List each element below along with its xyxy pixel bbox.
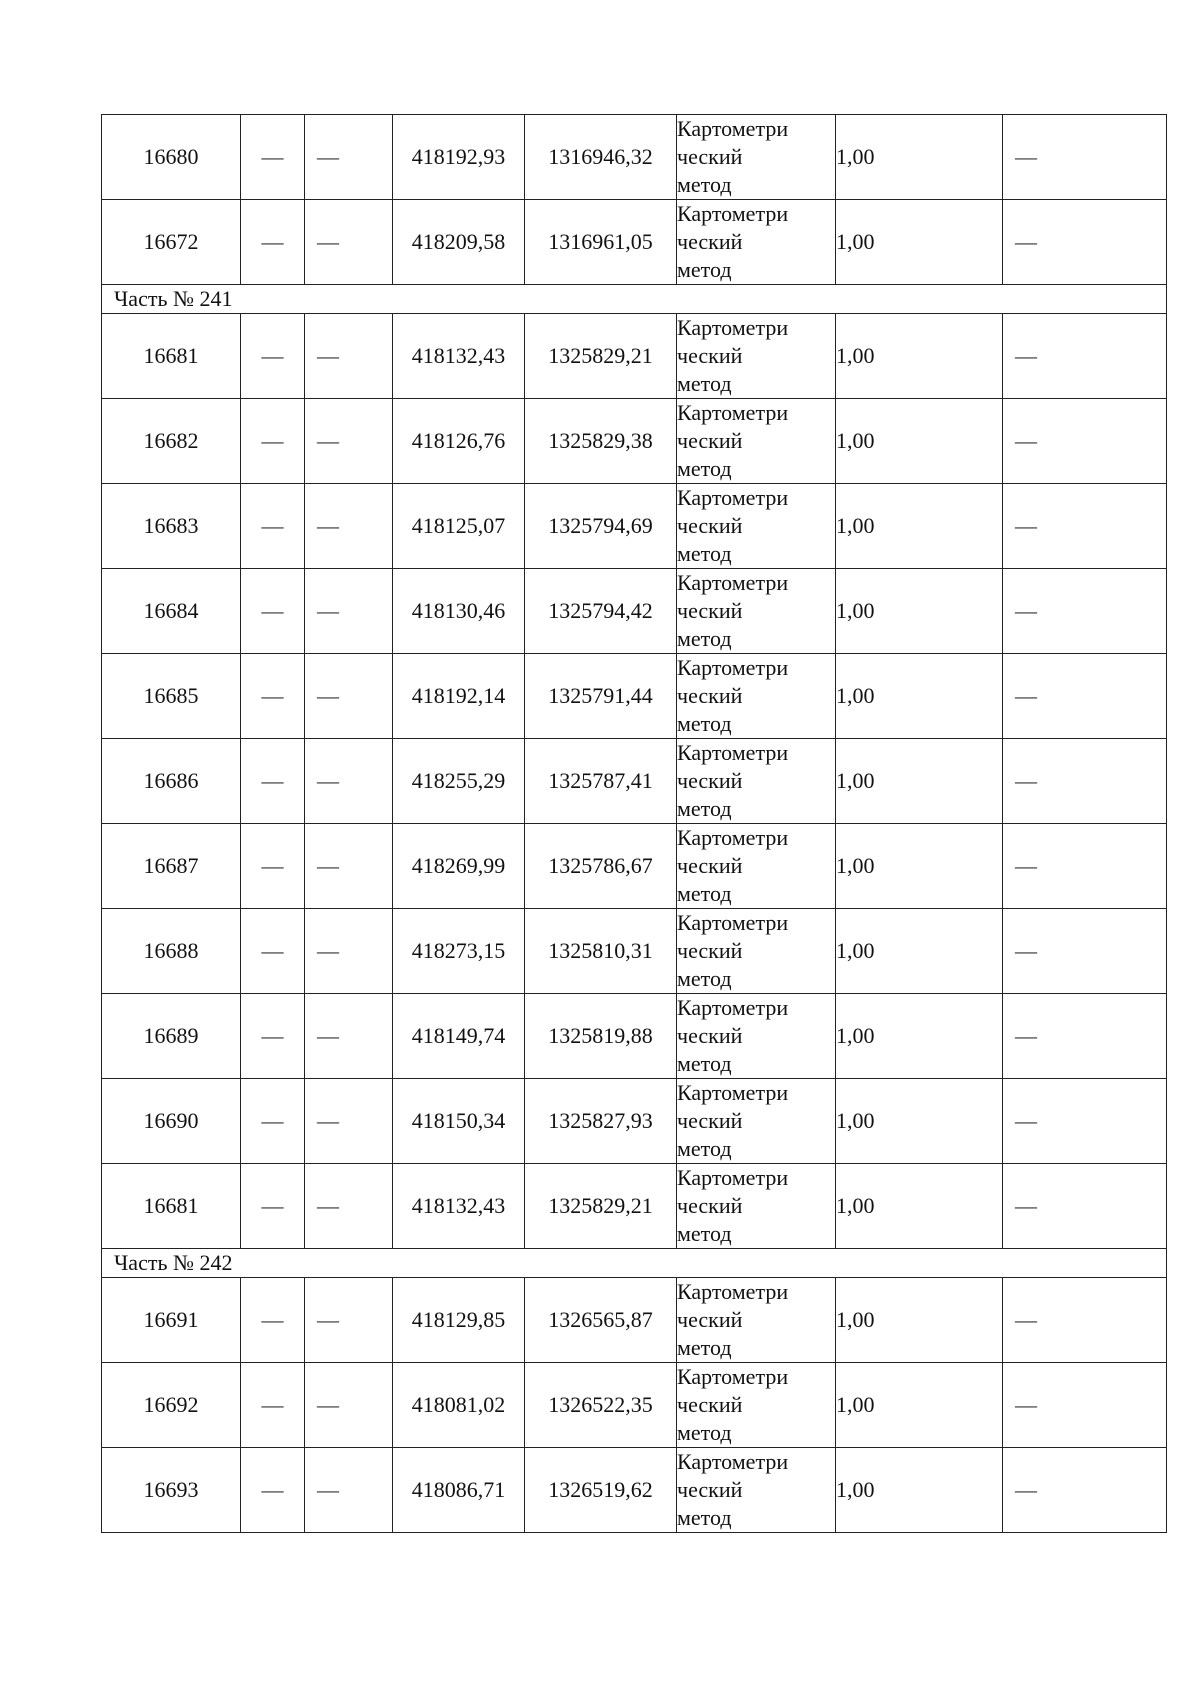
method-text-line: метод	[677, 172, 732, 197]
method-text-line: ческий	[677, 1193, 743, 1218]
part-label: Часть № 242	[102, 1249, 1167, 1278]
empty-y-cell: —	[305, 824, 393, 909]
method-text-line: ческий	[677, 343, 743, 368]
point-id-cell: 16688	[102, 909, 241, 994]
method-text-line: ческий	[677, 229, 743, 254]
x-coordinate-cell: 418086,71	[393, 1448, 525, 1533]
part-label: Часть № 241	[102, 285, 1167, 314]
description-cell: —	[1003, 909, 1167, 994]
x-coordinate-cell: 418149,74	[393, 994, 525, 1079]
y-coordinate-cell: 1325787,41	[525, 739, 677, 824]
description-cell: —	[1003, 654, 1167, 739]
empty-y-cell: —	[305, 200, 393, 285]
x-coordinate-cell: 418255,29	[393, 739, 525, 824]
empty-x-cell: —	[241, 824, 305, 909]
table-row	[102, 654, 1167, 739]
x-coordinate-cell: 418150,34	[393, 1079, 525, 1164]
y-coordinate-cell: 1325786,67	[525, 824, 677, 909]
accuracy-cell: 1,00	[836, 569, 1003, 654]
method-cell	[677, 654, 836, 739]
method-text-line: Картометри	[677, 1449, 789, 1474]
x-coordinate-cell: 418192,93	[393, 115, 525, 200]
table-row	[102, 314, 1167, 399]
method-text-line: ческий	[677, 144, 743, 169]
method-cell	[677, 314, 836, 399]
point-id-cell: 16687	[102, 824, 241, 909]
method-text-line: Картометри	[677, 201, 789, 226]
x-coordinate-cell: 418125,07	[393, 484, 525, 569]
empty-x-cell: —	[241, 200, 305, 285]
table-row	[102, 1278, 1167, 1363]
y-coordinate-cell: 1316961,05	[525, 200, 677, 285]
table-row	[102, 1448, 1167, 1533]
empty-x-cell: —	[241, 399, 305, 484]
empty-x-cell: —	[241, 654, 305, 739]
method-text-line: ческий	[677, 853, 743, 878]
empty-x-cell: —	[241, 739, 305, 824]
empty-y-cell: —	[305, 1363, 393, 1448]
accuracy-cell: 1,00	[836, 1363, 1003, 1448]
method-text-line: Картометри	[677, 995, 789, 1020]
description-cell: —	[1003, 1278, 1167, 1363]
accuracy-cell: 1,00	[836, 200, 1003, 285]
y-coordinate-cell: 1325829,21	[525, 314, 677, 399]
method-text-line: ческий	[677, 1477, 743, 1502]
method-text-line: ческий	[677, 938, 743, 963]
method-text-line: Картометри	[677, 1080, 789, 1105]
y-coordinate-cell: 1326519,62	[525, 1448, 677, 1533]
description-cell: —	[1003, 739, 1167, 824]
table-row	[102, 1164, 1167, 1249]
method-text-line: метод	[677, 371, 732, 396]
method-text-line: Картометри	[677, 1364, 789, 1389]
accuracy-cell: 1,00	[836, 909, 1003, 994]
accuracy-cell: 1,00	[836, 1079, 1003, 1164]
method-cell	[677, 399, 836, 484]
table-row	[102, 1079, 1167, 1164]
point-id-cell: 16689	[102, 994, 241, 1079]
x-coordinate-cell: 418273,15	[393, 909, 525, 994]
empty-y-cell: —	[305, 569, 393, 654]
method-text-line: Картометри	[677, 570, 789, 595]
point-id-cell: 16682	[102, 399, 241, 484]
accuracy-cell: 1,00	[836, 824, 1003, 909]
method-cell	[677, 115, 836, 200]
method-text-line: Картометри	[677, 315, 789, 340]
method-text-line: ческий	[677, 683, 743, 708]
method-cell	[677, 484, 836, 569]
description-cell: —	[1003, 1448, 1167, 1533]
method-text-line: метод	[677, 1335, 732, 1360]
method-text-line: метод	[677, 881, 732, 906]
method-cell	[677, 1363, 836, 1448]
coordinates-table	[101, 114, 1167, 1533]
x-coordinate-cell: 418126,76	[393, 399, 525, 484]
table-row	[102, 1363, 1167, 1448]
point-id-cell: 16690	[102, 1079, 241, 1164]
method-text-line: метод	[677, 456, 732, 481]
accuracy-cell: 1,00	[836, 399, 1003, 484]
method-text-line: ческий	[677, 1108, 743, 1133]
table-row	[102, 484, 1167, 569]
empty-y-cell: —	[305, 739, 393, 824]
empty-x-cell: —	[241, 1079, 305, 1164]
empty-y-cell: —	[305, 314, 393, 399]
empty-x-cell: —	[241, 314, 305, 399]
description-cell: —	[1003, 200, 1167, 285]
y-coordinate-cell: 1325829,38	[525, 399, 677, 484]
method-text-line: Картометри	[677, 1165, 789, 1190]
accuracy-cell: 1,00	[836, 115, 1003, 200]
method-text-line: метод	[677, 711, 732, 736]
empty-y-cell: —	[305, 909, 393, 994]
point-id-cell: 16685	[102, 654, 241, 739]
method-text-line: Картометри	[677, 655, 789, 680]
description-cell: —	[1003, 824, 1167, 909]
empty-y-cell: —	[305, 1079, 393, 1164]
method-text-line: метод	[677, 626, 732, 651]
description-cell: —	[1003, 314, 1167, 399]
empty-x-cell: —	[241, 1278, 305, 1363]
method-text-line: метод	[677, 257, 732, 282]
description-cell: —	[1003, 399, 1167, 484]
empty-x-cell: —	[241, 1448, 305, 1533]
table-row	[102, 200, 1167, 285]
empty-y-cell: —	[305, 1448, 393, 1533]
part-header-row	[102, 285, 1167, 314]
description-cell: —	[1003, 569, 1167, 654]
y-coordinate-cell: 1326565,87	[525, 1278, 677, 1363]
table-row	[102, 739, 1167, 824]
empty-y-cell: —	[305, 994, 393, 1079]
method-cell	[677, 739, 836, 824]
accuracy-cell: 1,00	[836, 994, 1003, 1079]
empty-y-cell: —	[305, 399, 393, 484]
x-coordinate-cell: 418130,46	[393, 569, 525, 654]
method-cell	[677, 569, 836, 654]
method-cell	[677, 200, 836, 285]
method-cell	[677, 1164, 836, 1249]
empty-y-cell: —	[305, 484, 393, 569]
table-row	[102, 909, 1167, 994]
method-text-line: ческий	[677, 428, 743, 453]
description-cell: —	[1003, 994, 1167, 1079]
point-id-cell: 16684	[102, 569, 241, 654]
x-coordinate-cell: 418132,43	[393, 1164, 525, 1249]
table-row	[102, 824, 1167, 909]
description-cell: —	[1003, 1079, 1167, 1164]
point-id-cell: 16691	[102, 1278, 241, 1363]
point-id-cell: 16680	[102, 115, 241, 200]
accuracy-cell: 1,00	[836, 1448, 1003, 1533]
point-id-cell: 16681	[102, 1164, 241, 1249]
y-coordinate-cell: 1325794,69	[525, 484, 677, 569]
empty-y-cell: —	[305, 654, 393, 739]
empty-x-cell: —	[241, 909, 305, 994]
accuracy-cell: 1,00	[836, 654, 1003, 739]
point-id-cell: 16693	[102, 1448, 241, 1533]
y-coordinate-cell: 1325819,88	[525, 994, 677, 1079]
method-text-line: ческий	[677, 1307, 743, 1332]
method-text-line: метод	[677, 1505, 732, 1530]
accuracy-cell: 1,00	[836, 1164, 1003, 1249]
empty-x-cell: —	[241, 1164, 305, 1249]
empty-y-cell: —	[305, 1164, 393, 1249]
description-cell: —	[1003, 484, 1167, 569]
empty-x-cell: —	[241, 569, 305, 654]
accuracy-cell: 1,00	[836, 484, 1003, 569]
method-text-line: ческий	[677, 1392, 743, 1417]
method-text-line: Картометри	[677, 485, 789, 510]
method-text-line: Картометри	[677, 1279, 789, 1304]
accuracy-cell: 1,00	[836, 314, 1003, 399]
method-text-line: метод	[677, 796, 732, 821]
method-cell	[677, 994, 836, 1079]
x-coordinate-cell: 418209,58	[393, 200, 525, 285]
method-text-line: метод	[677, 1221, 732, 1246]
x-coordinate-cell: 418269,99	[393, 824, 525, 909]
y-coordinate-cell: 1326522,35	[525, 1363, 677, 1448]
method-text-line: Картометри	[677, 910, 789, 935]
method-text-line: метод	[677, 966, 732, 991]
description-cell: —	[1003, 1164, 1167, 1249]
table-row	[102, 399, 1167, 484]
point-id-cell: 16672	[102, 200, 241, 285]
accuracy-cell: 1,00	[836, 1278, 1003, 1363]
method-cell	[677, 1079, 836, 1164]
point-id-cell: 16686	[102, 739, 241, 824]
method-text-line: метод	[677, 541, 732, 566]
empty-x-cell: —	[241, 994, 305, 1079]
method-cell	[677, 1278, 836, 1363]
method-text-line: Картометри	[677, 400, 789, 425]
accuracy-cell: 1,00	[836, 739, 1003, 824]
method-text-line: ческий	[677, 513, 743, 538]
method-text-line: Картометри	[677, 740, 789, 765]
method-text-line: ческий	[677, 768, 743, 793]
method-text-line: метод	[677, 1136, 732, 1161]
x-coordinate-cell: 418129,85	[393, 1278, 525, 1363]
method-text-line: ческий	[677, 1023, 743, 1048]
table-body	[102, 115, 1167, 1533]
point-id-cell: 16692	[102, 1363, 241, 1448]
y-coordinate-cell: 1325829,21	[525, 1164, 677, 1249]
part-header-row	[102, 1249, 1167, 1278]
empty-y-cell: —	[305, 1278, 393, 1363]
table-row	[102, 115, 1167, 200]
method-text-line: метод	[677, 1051, 732, 1076]
empty-x-cell: —	[241, 1363, 305, 1448]
empty-y-cell: —	[305, 115, 393, 200]
method-cell	[677, 824, 836, 909]
y-coordinate-cell: 1325791,44	[525, 654, 677, 739]
table-row	[102, 994, 1167, 1079]
method-text-line: ческий	[677, 598, 743, 623]
method-cell	[677, 909, 836, 994]
method-text-line: Картометри	[677, 116, 789, 141]
description-cell: —	[1003, 115, 1167, 200]
method-text-line: метод	[677, 1420, 732, 1445]
table-row	[102, 569, 1167, 654]
empty-x-cell: —	[241, 115, 305, 200]
y-coordinate-cell: 1325827,93	[525, 1079, 677, 1164]
point-id-cell: 16683	[102, 484, 241, 569]
x-coordinate-cell: 418081,02	[393, 1363, 525, 1448]
point-id-cell: 16681	[102, 314, 241, 399]
method-text-line: Картометри	[677, 825, 789, 850]
y-coordinate-cell: 1325794,42	[525, 569, 677, 654]
y-coordinate-cell: 1325810,31	[525, 909, 677, 994]
method-cell	[677, 1448, 836, 1533]
x-coordinate-cell: 418132,43	[393, 314, 525, 399]
empty-x-cell: —	[241, 484, 305, 569]
y-coordinate-cell: 1316946,32	[525, 115, 677, 200]
description-cell: —	[1003, 1363, 1167, 1448]
x-coordinate-cell: 418192,14	[393, 654, 525, 739]
